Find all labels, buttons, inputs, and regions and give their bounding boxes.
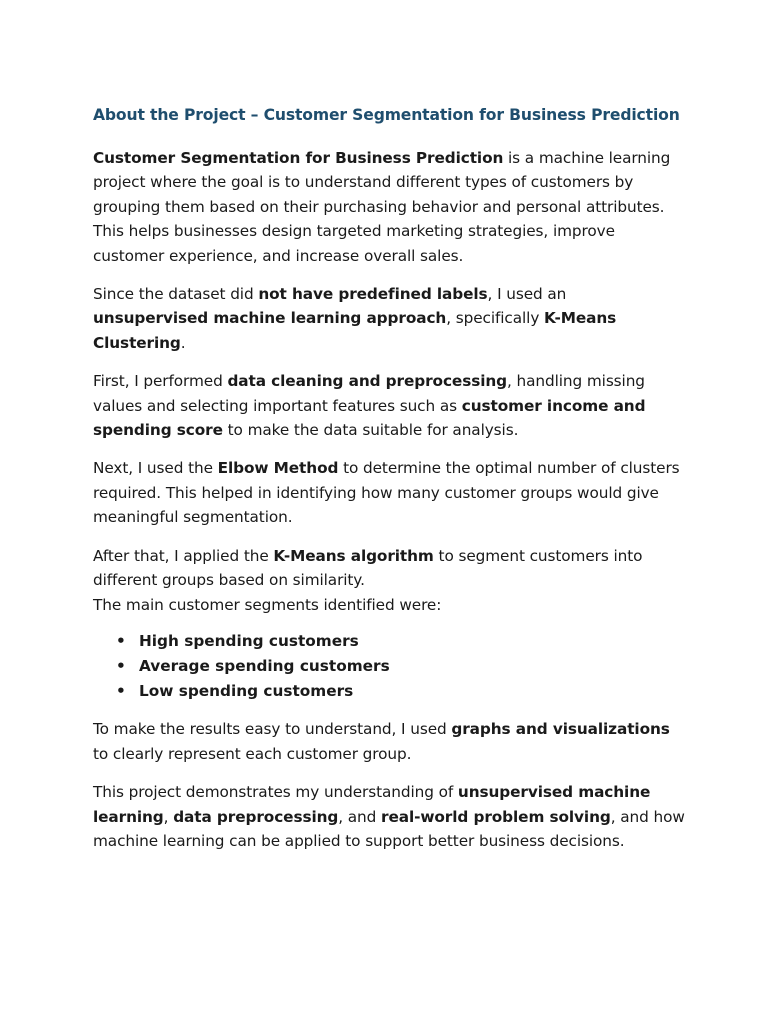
elbow-text-2: to determine the optimal number of clusters required. This helped in identifying how many customer groups would give meaningful segmentation. [93, 459, 680, 527]
preprocessing-text-2: , handling missing values and selecting important features such as [93, 372, 645, 415]
approach-bold-1: not have predefined labels [258, 285, 488, 304]
approach-paragraph [93, 282, 685, 355]
list-item [93, 629, 685, 654]
project-name: Customer Segmentation for Business Prediction [93, 149, 504, 167]
approach-bold-2: unsupervised machine learning approach [93, 309, 447, 328]
approach-text-3: , specifically [446, 309, 545, 328]
elbow-text-1: Next, I used the [93, 459, 218, 478]
document-page [93, 104, 685, 867]
segment-label: Low spending customers [139, 681, 354, 700]
segment-label: High spending customers [139, 631, 359, 650]
segment-label: Average spending customers [139, 656, 390, 675]
conclusion-bold-1: unsupervised machine learning [93, 783, 651, 826]
kmeans-text-1: After that, I applied the [93, 546, 274, 565]
kmeans-text-2: to segment customers into different groups based on similarity. [93, 546, 643, 590]
preprocessing-bold-2: customer income and spending score [93, 396, 646, 440]
kmeans-text-3: The main customer segments identified were: [93, 595, 442, 614]
bullet-icon: • [116, 681, 126, 700]
preprocessing-text-3: to make the data suitable for analysis. [222, 421, 519, 440]
bullet-icon: • [116, 656, 126, 675]
conclusion-text-4: , and how machine learning can be applied to support better business decisions. [93, 807, 685, 850]
conclusion-text-3: , and [338, 807, 382, 826]
visualization-paragraph [93, 717, 685, 766]
preprocessing-text-1: First, I performed [93, 372, 228, 391]
approach-text-4: . [180, 333, 186, 352]
approach-text-1: Since the dataset did [93, 285, 259, 304]
elbow-paragraph [93, 456, 685, 529]
elbow-bold-1: Elbow Method [217, 459, 339, 478]
preprocessing-bold-1: data cleaning and preprocessing [227, 372, 507, 391]
list-item [93, 654, 685, 679]
kmeans-bold-1: K-Means algorithm [273, 546, 434, 565]
conclusion-paragraph [93, 780, 685, 853]
kmeans-paragraph [93, 544, 685, 617]
intro-paragraph [93, 146, 685, 268]
bullet-icon: • [116, 631, 126, 650]
document-title: About the Project – Customer Segmentation for Business Prediction [93, 106, 680, 124]
conclusion-text-2: , [163, 807, 174, 826]
preprocessing-paragraph [93, 369, 685, 442]
list-item [93, 679, 685, 704]
visualization-bold-1: graphs and visualizations [451, 720, 670, 739]
visualization-text-2: to clearly represent each customer group. [93, 744, 412, 763]
approach-text-2: , I used an [487, 285, 567, 304]
conclusion-text-1: This project demonstrates my understanding of [93, 783, 458, 802]
segments-list [93, 629, 685, 703]
intro-text: is a machine learning project where the goal is to understand different types of customers by grouping them based on their purchasing behavior and personal attributes. This helps businesses design targeted marketing strategies, improve customer experience, and increase overall sales. [93, 149, 671, 265]
conclusion-bold-2: data preprocessing [173, 807, 339, 826]
approach-bold-3: K-Means Clustering [93, 309, 617, 352]
visualization-text-1: To make the results easy to understand, I used [93, 720, 452, 739]
conclusion-bold-3: real-world problem solving [381, 807, 611, 826]
